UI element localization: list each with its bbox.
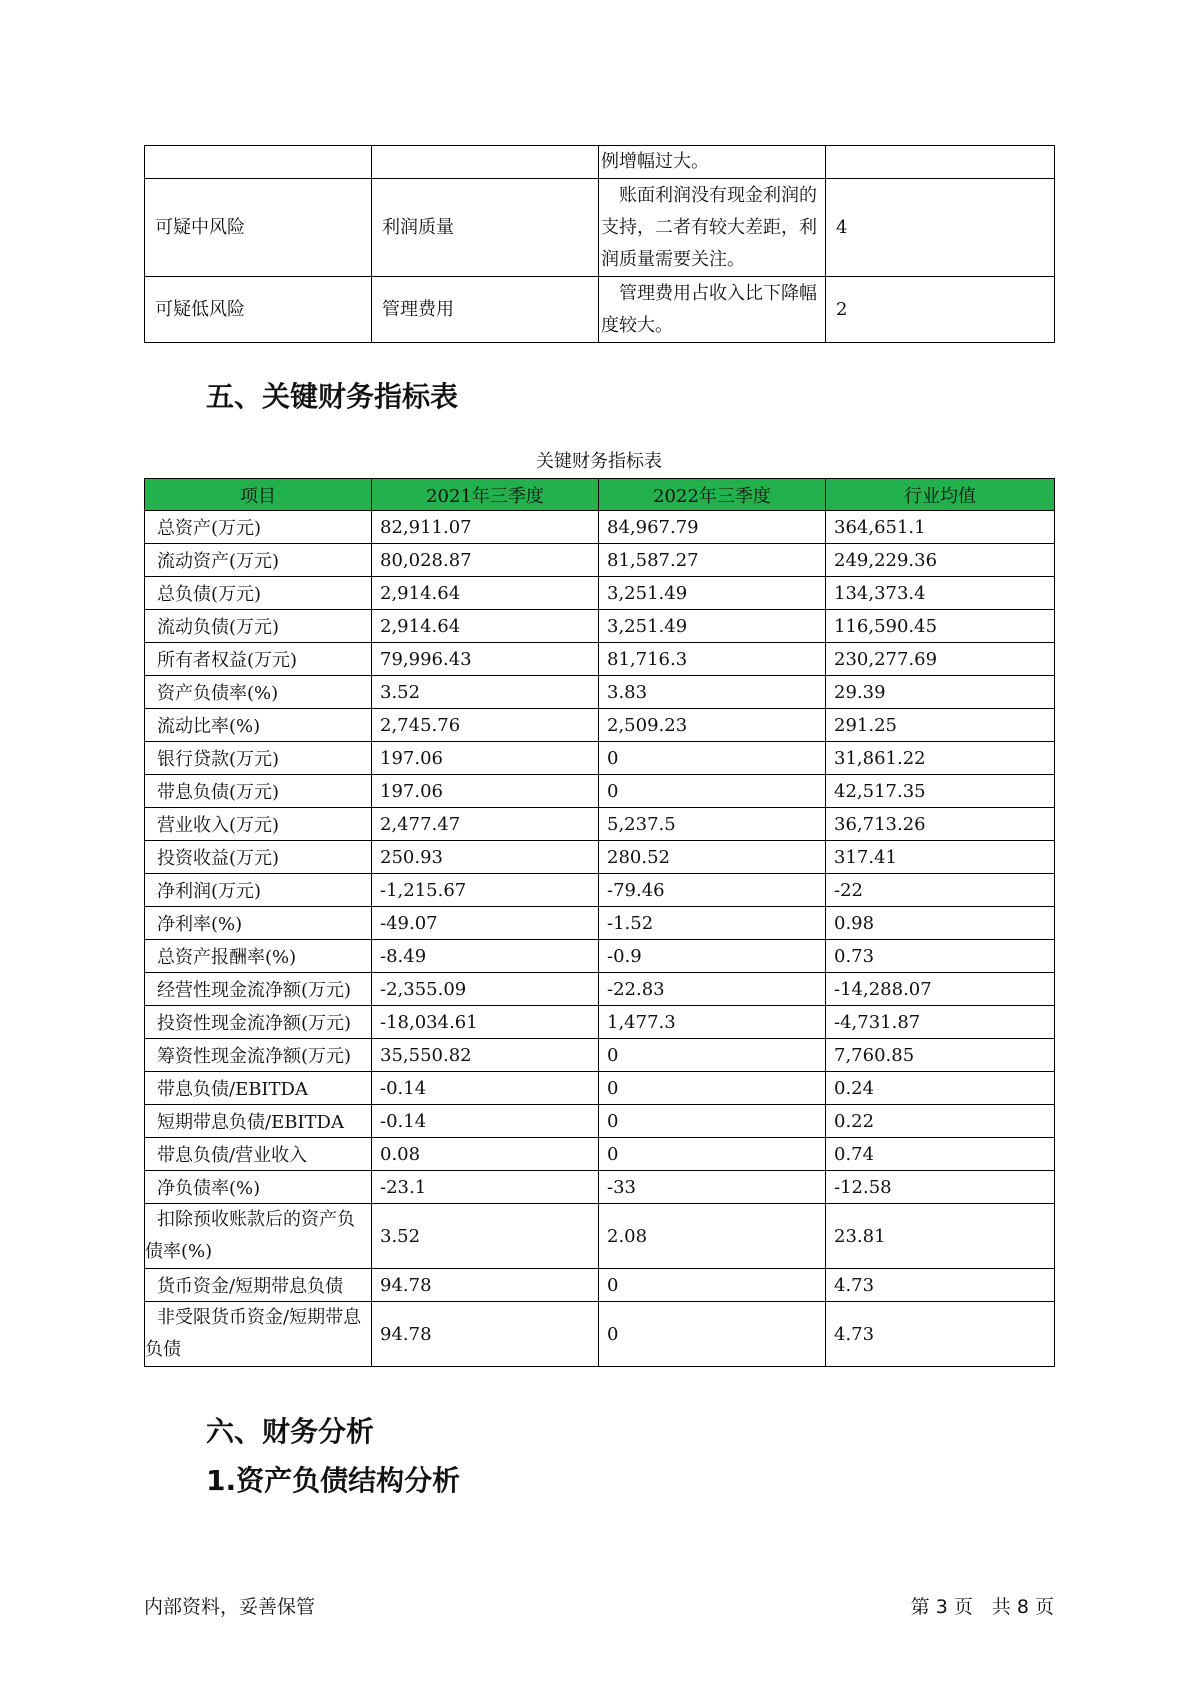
indicator-name: 带息负债/营业收入 bbox=[145, 1138, 372, 1171]
indicator-name: 筹资性现金流净额(万元) bbox=[145, 1039, 372, 1072]
table-row bbox=[145, 1138, 1055, 1171]
indicator-name: 带息负债(万元) bbox=[145, 775, 372, 808]
table-row bbox=[145, 643, 1055, 676]
value-2021q3: -0.14 bbox=[372, 1072, 599, 1105]
industry-average: 29.39 bbox=[826, 676, 1055, 709]
indicator-name: 净负债率(%) bbox=[145, 1171, 372, 1204]
subsection-heading: 1.资产负债结构分析 bbox=[206, 1464, 461, 1497]
value-2021q3: -2,355.09 bbox=[372, 973, 599, 1006]
industry-average: 4.73 bbox=[826, 1269, 1055, 1302]
risk-item: 利润质量 bbox=[372, 179, 599, 277]
value-2021q3: 2,914.64 bbox=[372, 577, 599, 610]
value-2021q3: -0.14 bbox=[372, 1105, 599, 1138]
industry-average: 364,651.1 bbox=[826, 511, 1055, 544]
table-row bbox=[145, 940, 1055, 973]
indicator-name: 流动比率(%) bbox=[145, 709, 372, 742]
value-2021q3: -8.49 bbox=[372, 940, 599, 973]
value-2022q3: 0 bbox=[599, 775, 826, 808]
indicator-name: 资产负债率(%) bbox=[145, 676, 372, 709]
value-2021q3: 197.06 bbox=[372, 742, 599, 775]
table-row bbox=[145, 511, 1055, 544]
table-row bbox=[145, 544, 1055, 577]
key-financial-indicators-table bbox=[144, 478, 1055, 1367]
table-row bbox=[145, 709, 1055, 742]
industry-average: 36,713.26 bbox=[826, 808, 1055, 841]
indicator-name: 净利率(%) bbox=[145, 907, 372, 940]
risk-item: 管理费用 bbox=[372, 277, 599, 343]
table-row bbox=[145, 874, 1055, 907]
column-header: 2022年三季度 bbox=[599, 479, 826, 511]
industry-average: -12.58 bbox=[826, 1171, 1055, 1204]
industry-average: 4.73 bbox=[826, 1302, 1055, 1367]
value-2021q3: 80,028.87 bbox=[372, 544, 599, 577]
table-row bbox=[145, 1302, 1055, 1367]
table-row bbox=[145, 146, 1055, 179]
risk-level: 可疑低风险 bbox=[145, 277, 372, 343]
value-2022q3: 3,251.49 bbox=[599, 577, 826, 610]
risk-desc: 管理费用占收入比下降幅度较大。 bbox=[599, 277, 826, 343]
industry-average: 31,861.22 bbox=[826, 742, 1055, 775]
value-2022q3: -0.9 bbox=[599, 940, 826, 973]
table-row bbox=[145, 841, 1055, 874]
indicator-name: 扣除预收账款后的资产负债率(%) bbox=[145, 1204, 372, 1269]
table-row bbox=[145, 775, 1055, 808]
value-2022q3: 84,967.79 bbox=[599, 511, 826, 544]
table-row bbox=[145, 277, 1055, 343]
industry-average: 23.81 bbox=[826, 1204, 1055, 1269]
industry-average: 0.24 bbox=[826, 1072, 1055, 1105]
value-2021q3: 3.52 bbox=[372, 676, 599, 709]
value-2022q3: -22.83 bbox=[599, 973, 826, 1006]
table-row bbox=[145, 973, 1055, 1006]
column-header: 项目 bbox=[145, 479, 372, 511]
industry-average: 134,373.4 bbox=[826, 577, 1055, 610]
indicator-name: 货币资金/短期带息负债 bbox=[145, 1269, 372, 1302]
value-2021q3: 2,914.64 bbox=[372, 610, 599, 643]
table-row bbox=[145, 1171, 1055, 1204]
table-row bbox=[145, 1072, 1055, 1105]
risk-table bbox=[144, 145, 1055, 343]
indicator-name: 带息负债/EBITDA bbox=[145, 1072, 372, 1105]
table-caption: 关键财务指标表 bbox=[536, 451, 662, 472]
value-2021q3: 197.06 bbox=[372, 775, 599, 808]
value-2021q3: 2,477.47 bbox=[372, 808, 599, 841]
value-2021q3: -1,215.67 bbox=[372, 874, 599, 907]
indicator-name: 总资产报酬率(%) bbox=[145, 940, 372, 973]
section-heading: 六、财务分析 bbox=[206, 1415, 375, 1448]
risk-level bbox=[145, 146, 372, 179]
table-row bbox=[145, 1269, 1055, 1302]
indicator-name: 银行贷款(万元) bbox=[145, 742, 372, 775]
industry-average: 0.98 bbox=[826, 907, 1055, 940]
table-row bbox=[145, 1006, 1055, 1039]
risk-score bbox=[826, 146, 1055, 179]
value-2021q3: 3.52 bbox=[372, 1204, 599, 1269]
indicator-name: 总资产(万元) bbox=[145, 511, 372, 544]
value-2022q3: 280.52 bbox=[599, 841, 826, 874]
industry-average: 42,517.35 bbox=[826, 775, 1055, 808]
value-2022q3: 0 bbox=[599, 1105, 826, 1138]
table-row bbox=[145, 610, 1055, 643]
industry-average: 116,590.45 bbox=[826, 610, 1055, 643]
industry-average: 249,229.36 bbox=[826, 544, 1055, 577]
risk-score: 2 bbox=[826, 277, 1055, 343]
table-row bbox=[145, 1105, 1055, 1138]
page-number: 第 3 页 共 8 页 bbox=[910, 1596, 1054, 1618]
value-2022q3: 0 bbox=[599, 1039, 826, 1072]
value-2021q3: 79,996.43 bbox=[372, 643, 599, 676]
risk-level: 可疑中风险 bbox=[145, 179, 372, 277]
value-2022q3: -33 bbox=[599, 1171, 826, 1204]
indicator-name: 流动负债(万元) bbox=[145, 610, 372, 643]
indicator-name: 经营性现金流净额(万元) bbox=[145, 973, 372, 1006]
value-2022q3: 3,251.49 bbox=[599, 610, 826, 643]
indicator-name: 投资性现金流净额(万元) bbox=[145, 1006, 372, 1039]
table-row bbox=[145, 907, 1055, 940]
value-2021q3: -18,034.61 bbox=[372, 1006, 599, 1039]
industry-average: 291.25 bbox=[826, 709, 1055, 742]
indicator-name: 投资收益(万元) bbox=[145, 841, 372, 874]
industry-average: -14,288.07 bbox=[826, 973, 1055, 1006]
table-header-row bbox=[145, 479, 1055, 511]
table-row bbox=[145, 577, 1055, 610]
industry-average: 0.22 bbox=[826, 1105, 1055, 1138]
industry-average: 7,760.85 bbox=[826, 1039, 1055, 1072]
value-2021q3: 250.93 bbox=[372, 841, 599, 874]
value-2022q3: 2,509.23 bbox=[599, 709, 826, 742]
value-2022q3: 0 bbox=[599, 1269, 826, 1302]
value-2021q3: 82,911.07 bbox=[372, 511, 599, 544]
indicator-name: 总负债(万元) bbox=[145, 577, 372, 610]
indicator-name: 净利润(万元) bbox=[145, 874, 372, 907]
column-header: 2021年三季度 bbox=[372, 479, 599, 511]
table-row bbox=[145, 742, 1055, 775]
table-row bbox=[145, 179, 1055, 277]
footer-confidential-note: 内部资料，妥善保管 bbox=[144, 1596, 316, 1618]
industry-average: 317.41 bbox=[826, 841, 1055, 874]
value-2022q3: 81,716.3 bbox=[599, 643, 826, 676]
industry-average: 230,277.69 bbox=[826, 643, 1055, 676]
value-2021q3: 0.08 bbox=[372, 1138, 599, 1171]
indicator-name: 非受限货币资金/短期带息负债 bbox=[145, 1302, 372, 1367]
value-2021q3: 94.78 bbox=[372, 1302, 599, 1367]
column-header: 行业均值 bbox=[826, 479, 1055, 511]
value-2021q3: 35,550.82 bbox=[372, 1039, 599, 1072]
table-row bbox=[145, 808, 1055, 841]
risk-score: 4 bbox=[826, 179, 1055, 277]
value-2022q3: 0 bbox=[599, 1302, 826, 1367]
value-2022q3: -79.46 bbox=[599, 874, 826, 907]
value-2022q3: 1,477.3 bbox=[599, 1006, 826, 1039]
section-heading: 五、关键财务指标表 bbox=[206, 380, 459, 413]
indicator-name: 短期带息负债/EBITDA bbox=[145, 1105, 372, 1138]
risk-desc: 例增幅过大。 bbox=[599, 146, 826, 179]
value-2022q3: 2.08 bbox=[599, 1204, 826, 1269]
value-2021q3: -49.07 bbox=[372, 907, 599, 940]
indicator-name: 营业收入(万元) bbox=[145, 808, 372, 841]
value-2022q3: 0 bbox=[599, 1072, 826, 1105]
value-2022q3: 81,587.27 bbox=[599, 544, 826, 577]
value-2022q3: 3.83 bbox=[599, 676, 826, 709]
value-2022q3: 5,237.5 bbox=[599, 808, 826, 841]
industry-average: 0.74 bbox=[826, 1138, 1055, 1171]
value-2022q3: -1.52 bbox=[599, 907, 826, 940]
indicator-name: 所有者权益(万元) bbox=[145, 643, 372, 676]
industry-average: 0.73 bbox=[826, 940, 1055, 973]
table-row bbox=[145, 1039, 1055, 1072]
value-2021q3: 2,745.76 bbox=[372, 709, 599, 742]
risk-desc: 账面利润没有现金利润的支持，二者有较大差距，利润质量需要关注。 bbox=[599, 179, 826, 277]
industry-average: -22 bbox=[826, 874, 1055, 907]
value-2021q3: 94.78 bbox=[372, 1269, 599, 1302]
indicator-name: 流动资产(万元) bbox=[145, 544, 372, 577]
risk-item bbox=[372, 146, 599, 179]
value-2022q3: 0 bbox=[599, 1138, 826, 1171]
value-2022q3: 0 bbox=[599, 742, 826, 775]
table-row bbox=[145, 676, 1055, 709]
industry-average: -4,731.87 bbox=[826, 1006, 1055, 1039]
value-2021q3: -23.1 bbox=[372, 1171, 599, 1204]
table-row bbox=[145, 1204, 1055, 1269]
